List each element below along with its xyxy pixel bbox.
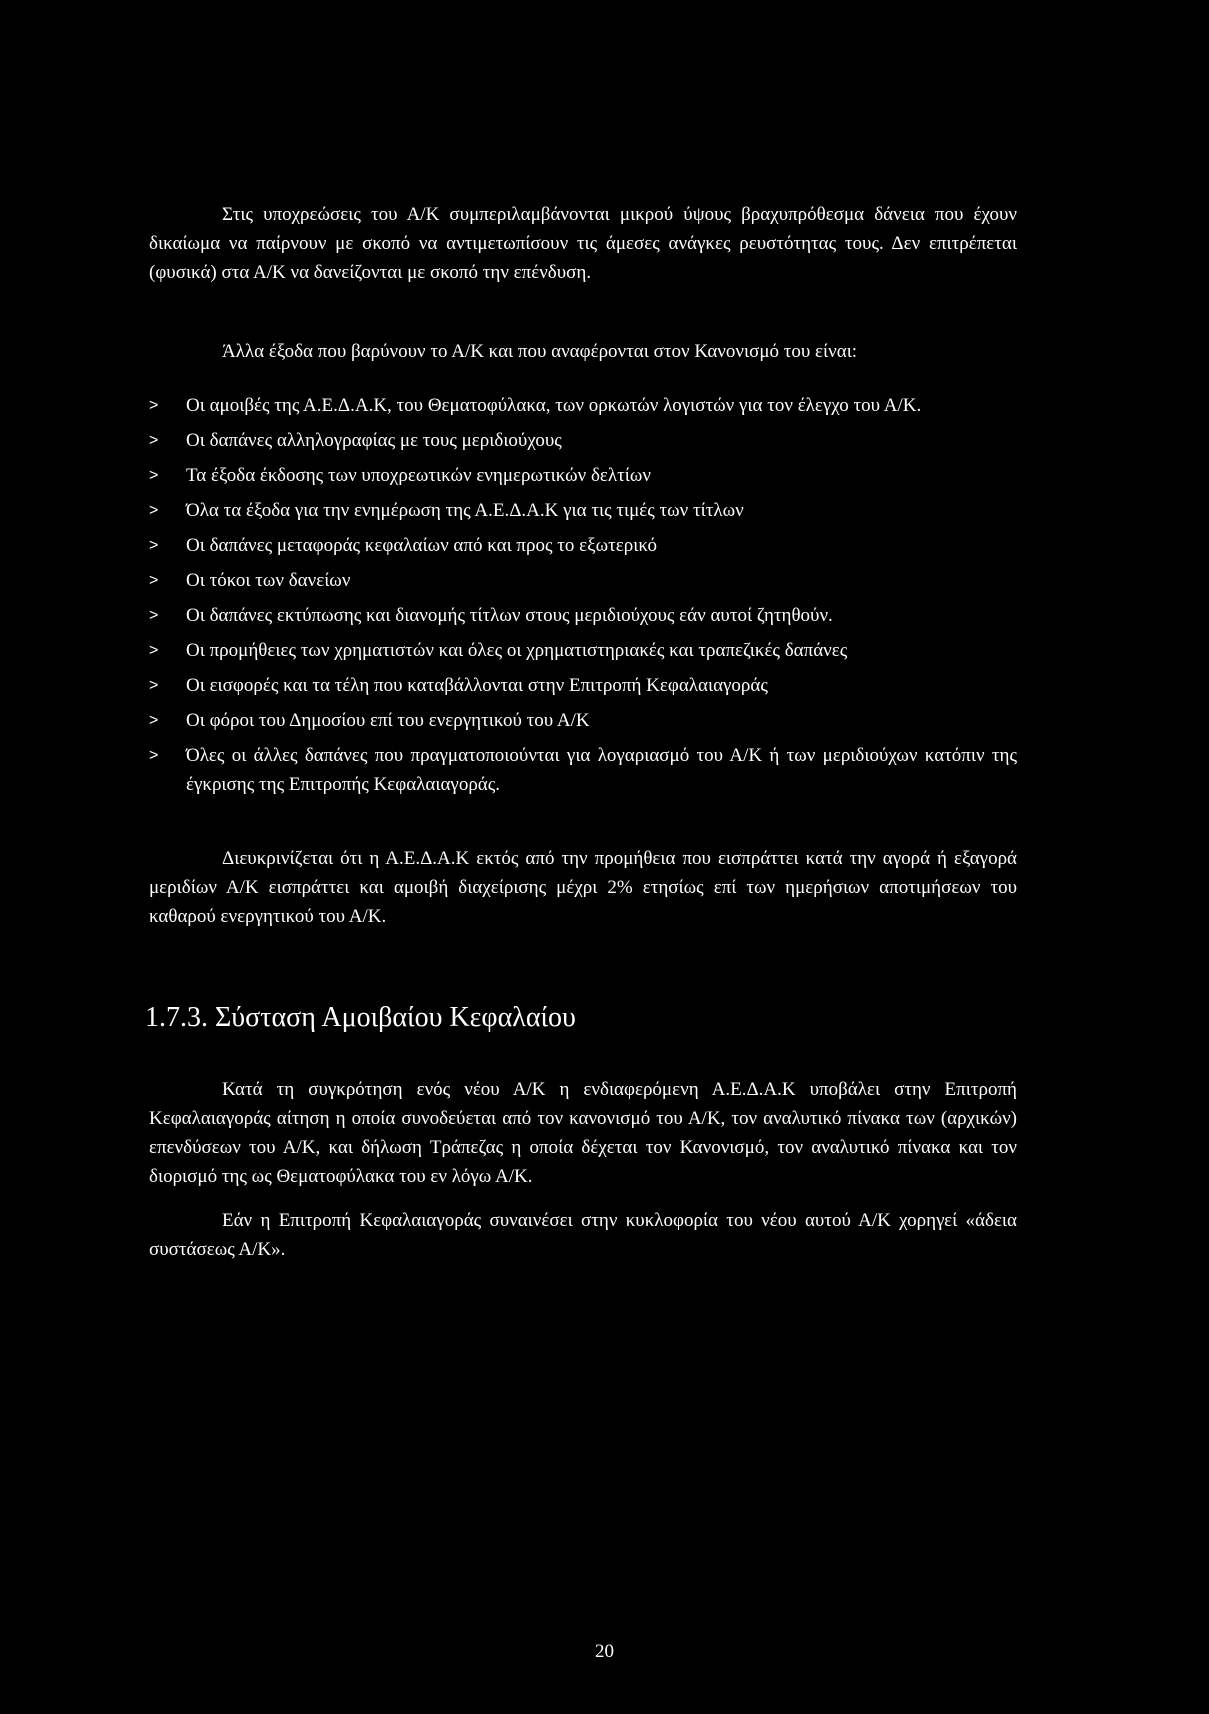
paragraph-obligations: Στις υποχρεώσεις του Α/Κ συμπεριλαμβάνονται μικρού ύψους βραχυπρόθεσμα δάνεια που έχουν δικαίωμα να παίρνουν με σκοπό να αντιμετωπίσουν τις άμεσες ανάγκες ρευστότητας τους. Δεν επιτρέπεται (φυσικά) στα Α/Κ να δανείζονται με σκοπό την επένδυση.	[149, 204, 1017, 283]
bullet-arrow-icon: >	[149, 747, 159, 764]
bullet-arrow-icon: >	[149, 432, 159, 449]
list-item-text: Τα έξοδα έκδοσης των υποχρεωτικών ενημερωτικών δελτίων	[186, 465, 651, 486]
list-item-text: Όλες οι άλλες δαπάνες που πραγματοποιούνται για λογαριασμό του Α/Κ ή των μεριδιούχων κατόπιν της έγκρισης της Επιτροπής Κεφαλαιαγοράς.	[186, 745, 1017, 795]
list-item	[149, 741, 1017, 799]
list-item-text: Οι προμήθειες των χρηματιστών και όλες οι χρηματιστηριακές και τραπεζικές δαπάνες	[186, 640, 848, 661]
list-item-text: Οι δαπάνες αλληλογραφίας με τους μεριδιούχους	[186, 430, 562, 451]
document-body	[145, 200, 1017, 1264]
list-item	[149, 636, 1017, 665]
bullet-arrow-icon: >	[149, 712, 159, 729]
bullet-arrow-icon: >	[149, 537, 159, 554]
section-heading: 1.7.3. Σύσταση Αμοιβαίου Κεφαλαίου	[145, 1002, 576, 1033]
list-item-text: Όλα τα έξοδα για την ενημέρωση της Α.Ε.Δ.Α.Κ για τις τιμές των τίτλων	[186, 500, 744, 521]
page-number: 20	[595, 1641, 614, 1662]
list-item	[149, 391, 1017, 420]
list-item-text: Οι δαπάνες εκτύπωσης και διανομής τίτλων στους μεριδιούχους εάν αυτοί ζητηθούν.	[186, 605, 833, 626]
bullet-arrow-icon: >	[149, 467, 159, 484]
list-item	[149, 531, 1017, 560]
bullet-arrow-icon: >	[149, 677, 159, 694]
bullet-arrow-icon: >	[149, 502, 159, 519]
bullet-arrow-icon: >	[149, 642, 159, 659]
list-item	[149, 706, 1017, 735]
list-item	[149, 671, 1017, 700]
paragraph-management-fee: Διευκρινίζεται ότι η Α.Ε.Δ.Α.Κ εκτός από την προμήθεια που εισπράττει κατά την αγορά ή εξαγορά μεριδίων Α/Κ εισπράττει και αμοιβή διαχείρισης μέχρι 2% ετησίως επί των ημερήσιων αποτιμήσεων του καθαρού ενεργητικού του Α/Κ.	[149, 848, 1017, 927]
paragraph-formation-license: Εάν η Επιτροπή Κεφαλαιαγοράς συναινέσει στην κυκλοφορία του νέου αυτού Α/Κ χορηγεί «άδεια συστάσεως Α/Κ».	[149, 1210, 1017, 1260]
list-item	[149, 496, 1017, 525]
bullet-arrow-icon: >	[149, 607, 159, 624]
paragraph-fund-formation: Κατά τη συγκρότηση ενός νέου Α/Κ η ενδιαφερόμενη Α.Ε.Δ.Α.Κ υποβάλει στην Επιτροπή Κεφαλαιαγοράς αίτηση η οποία συνοδεύεται από τον κανονισμό του Α/Κ, τον αναλυτικό πίνακα των (αρχικών) επενδύσεων του Α/Κ, και δήλωση Τράπεζας η οποία δέχεται τον Κανονισμό, τον αναλυτικό πίνακα και τον διορισμό της ως Θεματοφύλακα του εν λόγω Α/Κ.	[149, 1079, 1017, 1187]
list-item-text: Οι εισφορές και τα τέλη που καταβάλλονται στην Επιτροπή Κεφαλαιαγοράς	[186, 675, 768, 696]
list-item	[149, 566, 1017, 595]
bullet-arrow-icon: >	[149, 572, 159, 589]
list-item	[149, 461, 1017, 490]
paragraph-other-expenses-intro: Άλλα έξοδα που βαρύνουν το Α/Κ και που αναφέρονται στον Κανονισμό του είναι:	[222, 341, 858, 362]
list-item-text: Οι φόροι του Δημοσίου επί του ενεργητικού του Α/Κ	[186, 710, 590, 731]
list-item-text: Οι τόκοι των δανείων	[186, 570, 351, 591]
expenses-list	[149, 391, 1017, 799]
list-item	[149, 426, 1017, 455]
list-item-text: Οι αμοιβές της Α.Ε.Δ.Α.Κ, του Θεματοφύλακα, των ορκωτών λογιστών για τον έλεγχο του Α/Κ.	[186, 395, 922, 416]
list-item	[149, 601, 1017, 630]
bullet-arrow-icon: >	[149, 397, 159, 414]
list-item-text: Οι δαπάνες μεταφοράς κεφαλαίων από και προς το εξωτερικό	[186, 535, 657, 556]
